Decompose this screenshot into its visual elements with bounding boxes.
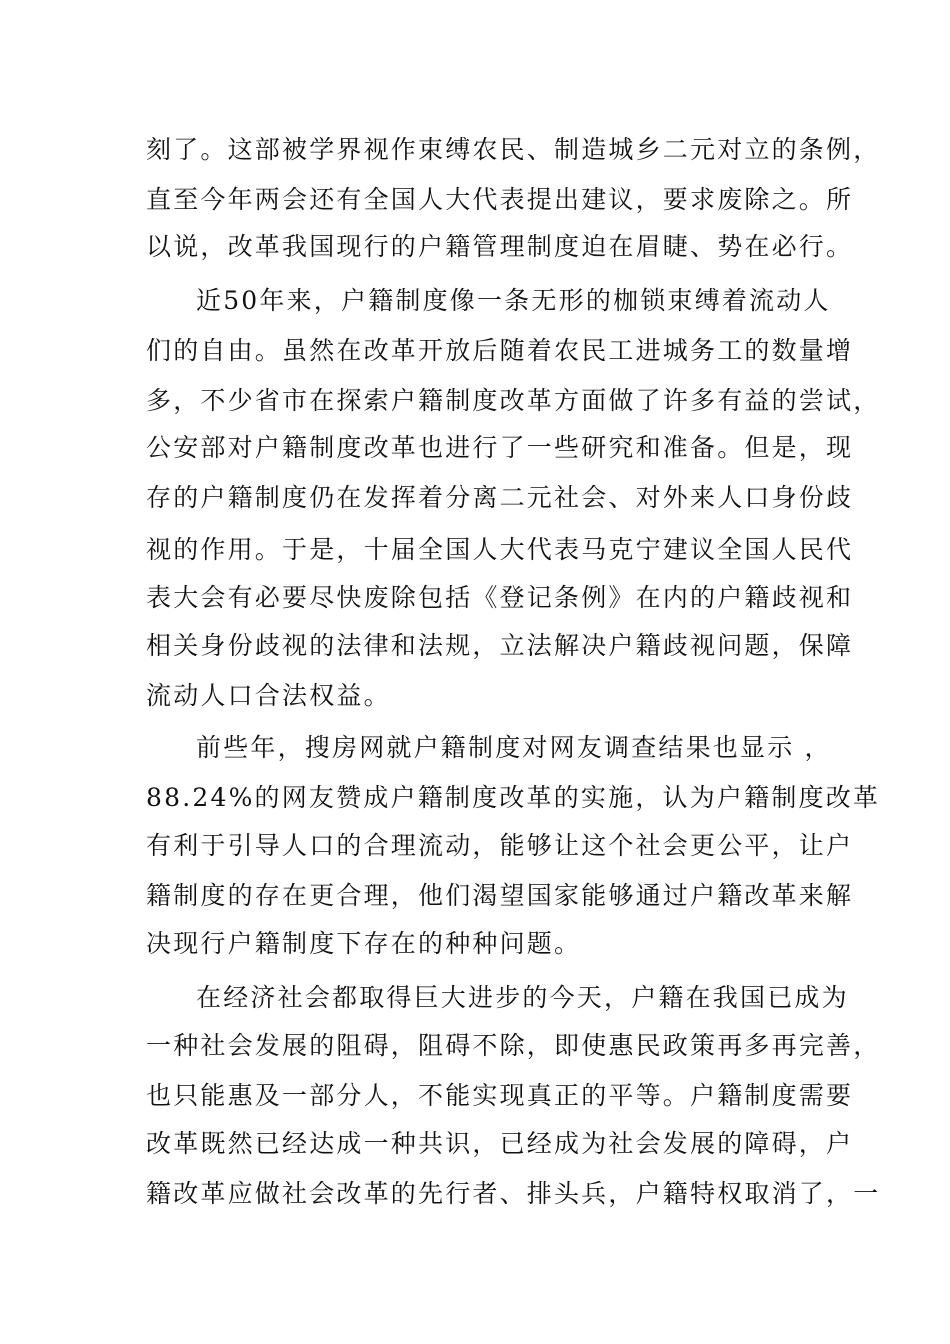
text-line: 一种社会发展的阻碍，阻碍不除，即使惠民政策再多再完善， — [146, 1031, 881, 1060]
text-line: 公安部对户籍制度改革也进行了一些研究和准备。但是，现 — [146, 433, 854, 462]
paragraph-first-line: 近50年来，户籍制度像一条无形的枷锁束缚着流动人 — [196, 286, 831, 315]
text-line: 流动人口合法权益。 — [146, 681, 391, 710]
text-line: 决现行户籍制度下存在的种种问题。 — [146, 929, 582, 958]
text-line: 籍改革应做社会改革的先行者、排头兵，户籍特权取消了，一 — [146, 1179, 881, 1208]
text-line: 改革既然已经达成一种共识，已经成为社会发展的障碍，户 — [146, 1129, 854, 1158]
paragraph-first-line: 前些年，搜房网就户籍制度对网友调查结果也显示 ， — [196, 733, 832, 762]
text-line: 表大会有必要尽快废除包括《登记条例》在内的户籍歧视和 — [146, 583, 854, 612]
text-line: 籍制度的存在更合理，他们渴望国家能够通过户籍改革来解 — [146, 881, 854, 910]
text-line: 也只能惠及一部分人，不能实现真正的平等。户籍制度需要 — [146, 1081, 854, 1110]
text-line: 以说，改革我国现行的户籍管理制度迫在眉睫、势在必行。 — [146, 232, 854, 261]
text-line: 存的户籍制度仍在发挥着分离二元社会、对外来人口身份歧 — [146, 483, 854, 512]
paragraph-first-line: 在经济社会都取得巨大进步的今天，户籍在我国已成为 — [196, 983, 849, 1012]
text-line: 刻了。这部被学界视作束缚农民、制造城乡二元对立的条例， — [146, 135, 881, 164]
text-line: 视的作用。于是，十届全国人大代表马克宁建议全国人民代 — [146, 535, 854, 564]
text-line: 88.24%的网友赞成户籍制度改革的实施，认为户籍制度改革 — [146, 783, 881, 812]
text-line: 有利于引导人口的合理流动，能够让这个社会更公平，让户 — [146, 831, 854, 860]
text-line: 直至今年两会还有全国人大代表提出建议，要求废除之。所 — [146, 185, 854, 214]
text-line: 相关身份歧视的法律和法规，立法解决户籍歧视问题，保障 — [146, 631, 854, 660]
text-line: 多，不少省市在探索户籍制度改革方面做了许多有益的尝试， — [146, 386, 881, 415]
text-line: 们的自由。虽然在改革开放后随着农民工进城务工的数量增 — [146, 336, 854, 365]
